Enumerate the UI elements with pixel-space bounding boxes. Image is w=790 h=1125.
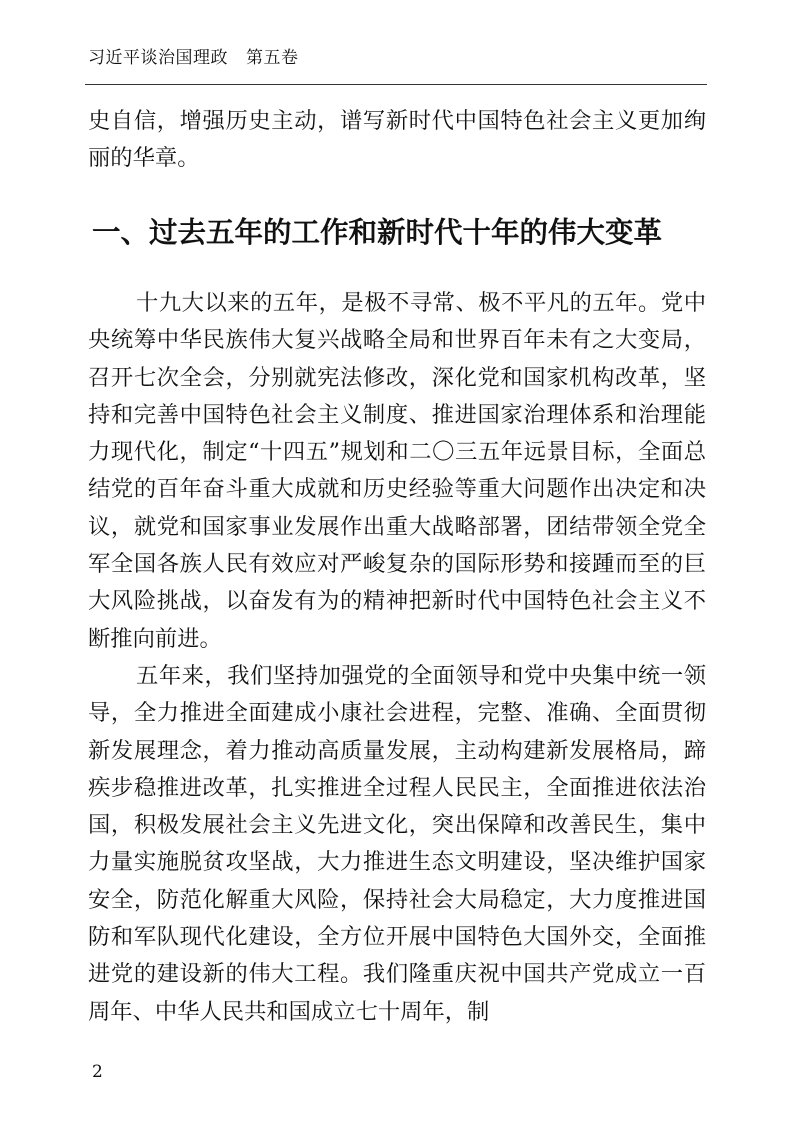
section-heading: 一、过去五年的工作和新时代十年的伟大变革 xyxy=(92,216,663,249)
book-title: 习近平谈治国理政 xyxy=(88,48,228,68)
header-rule xyxy=(85,84,707,85)
page-number: 2 xyxy=(92,1062,103,1082)
volume-label: 第五卷 xyxy=(246,48,299,68)
body-paragraph-1: 十九大以来的五年，是极不寻常、极不平凡的五年。党中央统筹中华民族伟大复兴战略全局和世界百年未有之大变局，召开七次全会，分别就宪法修改，深化党和国家机构改革，坚持和完善中国特色社会主义制度、推进国家治理体系和治理能力现代化，制定“十四五”规划和二〇三五年远景目标，全面总结党的百年奋斗重大成就和历史经验等重大问题作出决定和决议，就党和国家事业发展作出重大战略部署，团结带领全党全军全国各族人民有效应对严峻复杂的国际形势和接踵而至的巨大风险挑战，以奋发有为的精神把新时代中国特色社会主义不断推向前进。 xyxy=(88,290,706,652)
body-paragraph-2: 五年来，我们坚持加强党的全面领导和党中央集中统一领导，全力推进全面建成小康社会进程，完整、准确、全面贯彻新发展理念，着力推动高质量发展，主动构建新发展格局，蹄疾步稳推进改革，扎实推进全过程人民民主，全面推进依法治国，积极发展社会主义先进文化，突出保障和改善民生，集中力量实施脱贫攻坚战，大力推进生态文明建设，坚决维护国家安全，防范化解重大风险，保持社会大局稳定，大力度推进国防和军队现代化建设，全方位开展中国特色大国外交，全面推进党的建设新的伟大工程。我们隆重庆祝中国共产党成立一百周年、中华人民共和国成立七十周年，制 xyxy=(88,663,706,1025)
running-header xyxy=(88,46,708,70)
carry-over-paragraph: 史自信，增强历史主动，谱写新时代中国特色社会主义更加绚丽的华章。 xyxy=(88,108,706,172)
